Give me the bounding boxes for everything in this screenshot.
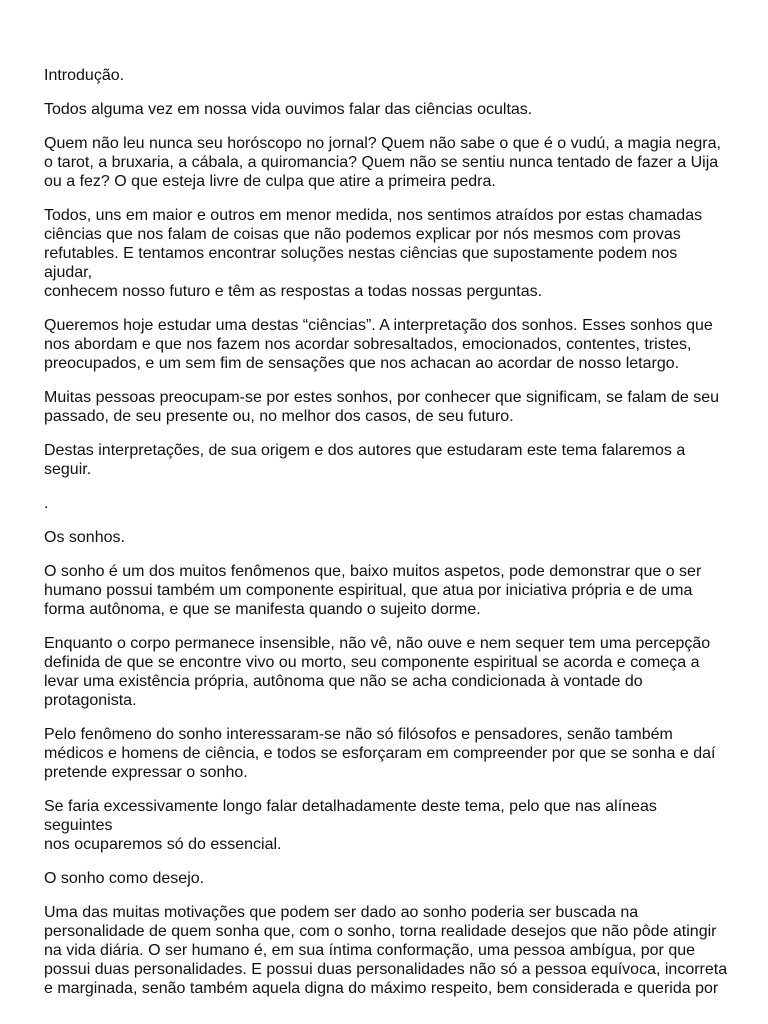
paragraph: O sonho é um dos muitos fenômenos que, baixo muitos aspetos, pode demonstrar que o ser humano possui também um componente espiritual, que atua por iniciativa própria e de uma forma autônoma, e que se manifesta quando o sujeito dorme. [44, 563, 702, 618]
paragraph: Destas interpretações, de sua origem e dos autores que estudaram este tema falaremos a seguir. [44, 442, 686, 478]
separator-dot: . [44, 495, 49, 512]
paragraph: Queremos hoje estudar uma destas “ciências”. A interpretação dos sonhos. Esses sonhos que nos abordam e que nos fazem nos acordar sobresaltados, emocionados, contentes, tristes, preocupados, e um sem fim de sensações que nos achacan ao acordar de nosso letargo. [44, 317, 713, 372]
heading-introducao: Introdução. [44, 67, 125, 84]
paragraph: Todos alguma vez em nossa vida ouvimos falar das ciências ocultas. [44, 101, 533, 118]
heading-sonho-como-desejo: O sonho como desejo. [44, 870, 205, 887]
paragraph: Uma das muitas motivações que podem ser dado ao sonho poderia ser buscada na personalidade de quem sonha que, com o sonho, torna realidade desejos que não pôde atingir na vida diária. O ser humano é, em sua íntima conformação, uma pessoa ambígua, por que possui duas personalidades. E possui duas personalidades não só a pessoa equívoca, incorreta e marginada, senão também aquela digna do máximo respeito, bem considerada e querida por [44, 904, 728, 997]
paragraph: Muitas pessoas preocupam-se por estes sonhos, por conhecer que significam, se falam de seu passado, de seu presente ou, no melhor dos casos, de seu futuro. [44, 389, 720, 425]
paragraph: Pelo fenômeno do sonho interessaram-se não só filósofos e pensadores, senão também médicos e homens de ciência, e todos se esforçaram em compreender por que se sonha e daí pretende expressar o sonho. [44, 726, 716, 781]
paragraph: Quem não leu nunca seu horóscopo no jornal? Quem não sabe o que é o vudú, a magia negra, o tarot, a bruxaria, a cábala, a quiromancia? Quem não se sentiu nunca tentado de fazer a Uija ou a fez? O que esteja livre de culpa que atire a primeira pedra. [44, 135, 721, 190]
paragraph: Todos, uns em maior e outros em menor medida, nos sentimos atraídos por estas chamadas ciências que nos falam de coisas que não podemos explicar por nós mesmos com provas refutables. E tentamos encontrar soluções nestas ciências que supostamente podem nos ajudar, conhecem nosso futuro e têm as respostas a todas nossas perguntas. [44, 207, 703, 300]
paragraph: Se faria excessivamente longo falar detalhadamente deste tema, pelo que nas alíneas seguintes nos ocuparemos só do essencial. [44, 798, 657, 853]
heading-os-sonhos: Os sonhos. [44, 529, 125, 546]
document-page [44, 66, 728, 1013]
paragraph: Enquanto o corpo permanece insensible, não vê, não ouve e nem sequer tem uma percepção definida de que se encontre vivo ou morto, seu componente espiritual se acorda e começa a levar uma existência própria, autônoma que não se acha condicionada à vontade do protagonista. [44, 635, 711, 709]
